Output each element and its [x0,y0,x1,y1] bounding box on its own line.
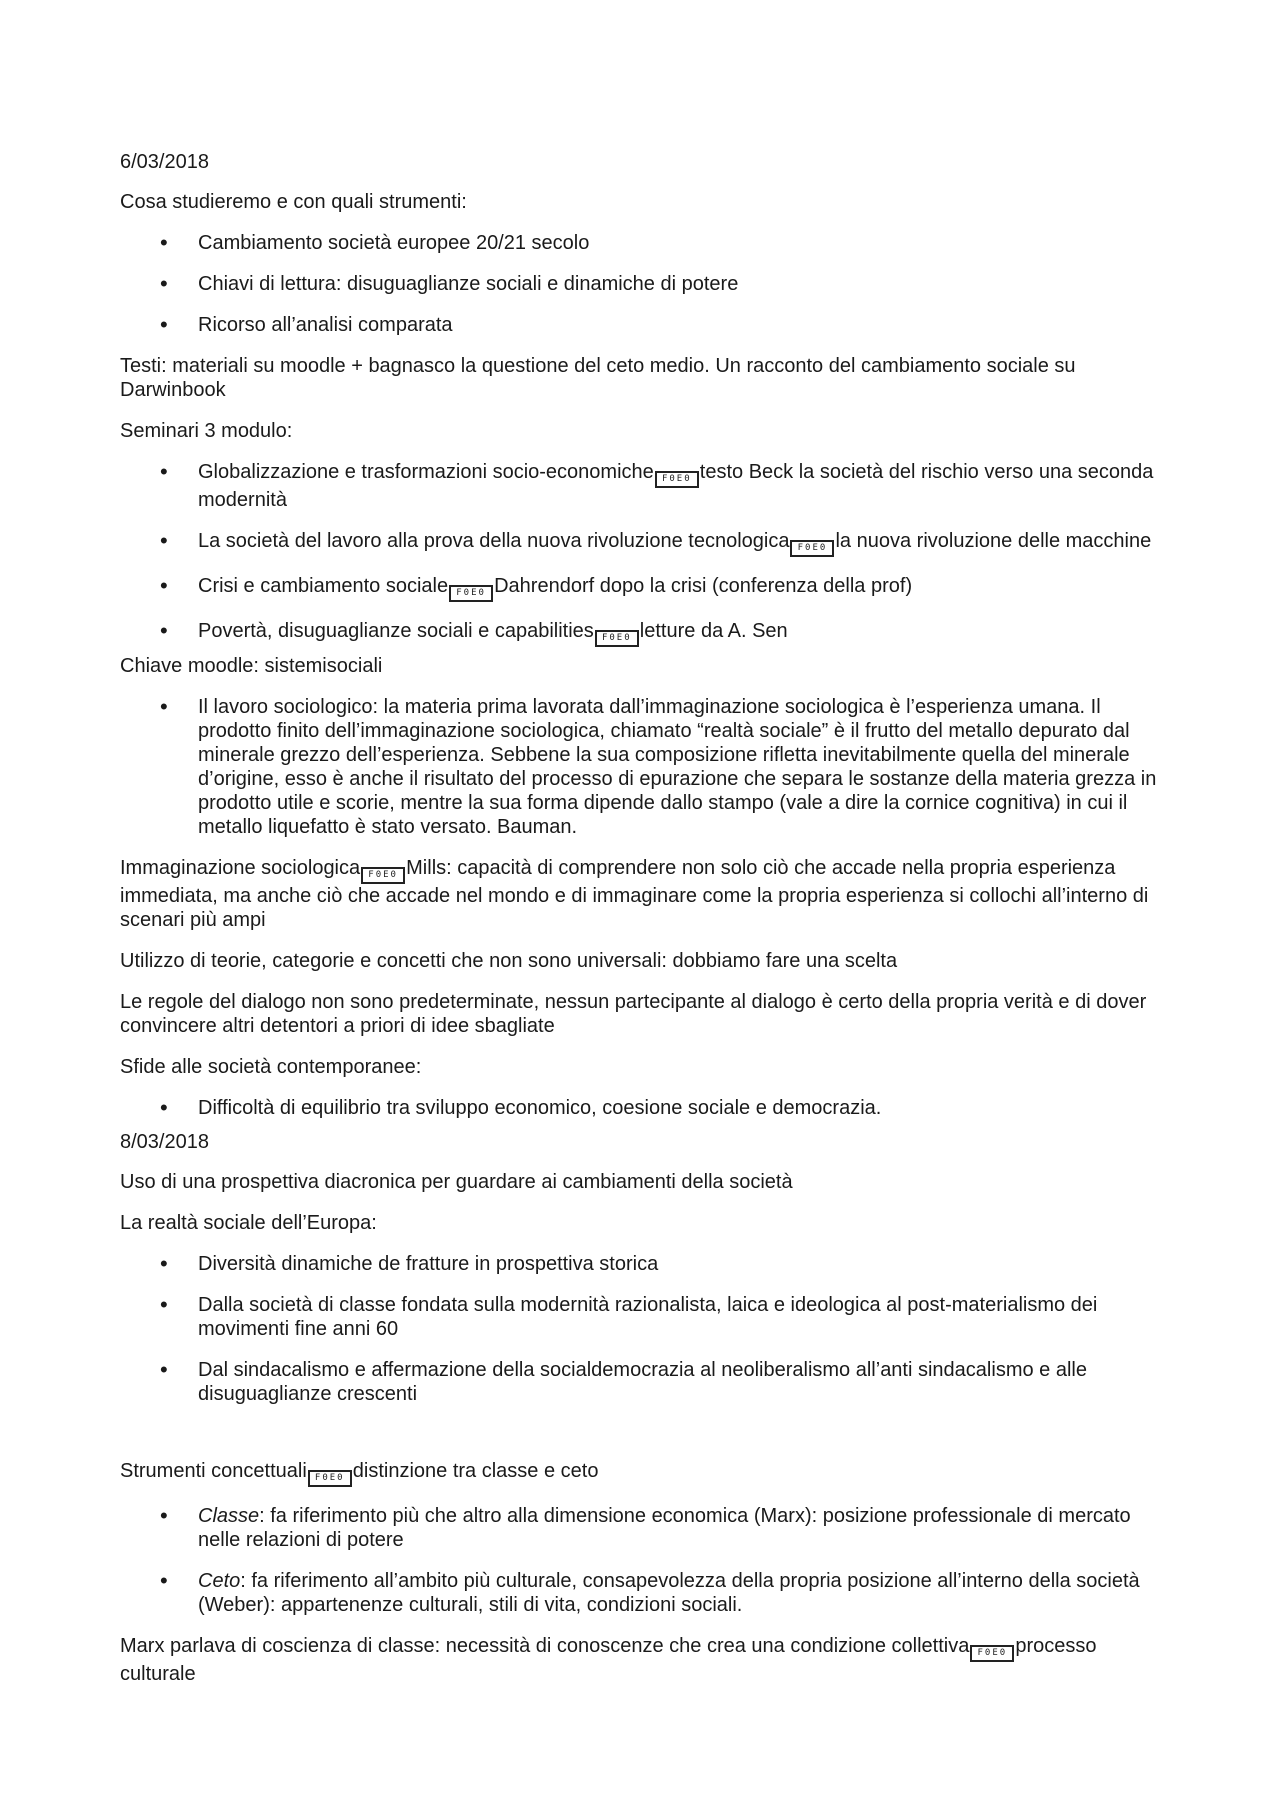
bullet-list-bauman [120,695,1160,839]
seminar-title: La società del lavoro alla prova della nuova rivoluzione tecnologica [198,530,790,552]
list-item-bauman-quote: • Il lavoro sociologico: la materia prima lavorata dall’immaginazione sociologica è l’esperienza umana. Il prodotto finito dell’immaginazione sociologica, chiamato “realtà sociale” è il frutto del metallo depurato dal minerale grezzo dell’esperienza. Sebbene la sua composizione rifletta inevitabilmente quella del minerale d’origine, esso è anche il risultato del processo di epurazione che separa le sostanze della materia grezza in prodotto utile e scorie, mentre la sua forma dipende dallo stampo (vale a dire la cornice cognitiva) in cui il metallo liquefatto è stato versato. Bauman. [120,695,1160,839]
mills-term: Immaginazione sociologica [120,857,361,879]
paragraph-diachronic: Uso di una prospettiva diacronica per guardare ai cambiamenti della società [120,1171,793,1193]
paragraph-intro: Cosa studieremo e con quali strumenti: [120,191,467,213]
missing-glyph-icon: F0E0 [655,471,699,488]
list-item-seminar-3 [120,574,1160,602]
list-item: • Dalla società di classe fondata sulla modernità razionalista, laica e ideologica al post-materialismo dei movimenti fine anni 60 [120,1293,1160,1341]
blank-line [120,1423,1160,1459]
paragraph-europe: La realtà sociale dell’Europa: [120,1212,377,1234]
ceto-definition: : fa riferimento all’ambito più culturale, consapevolezza della propria posizione all’interno della società (Weber): appartenenze culturali, stili di vita, condizioni sociali. [198,1570,1140,1616]
missing-glyph-icon: F0E0 [361,867,405,884]
seminar-detail: testo Beck la società del rischio verso una seconda modernità [198,461,1154,511]
list-item-seminar-4 [120,619,1160,647]
bullet-list-seminars [120,460,1160,647]
tools-text: distinzione tra classe e ceto [352,1460,599,1482]
paragraph-dialogue: Le regole del dialogo non sono predeterminate, nessun partecipante al dialogo è certo della propria verità e di dover convincere altri detentori a priori di idee sbagliate [120,991,1147,1037]
list-item-seminar-2 [120,529,1160,557]
bullet-list-topics [120,231,1160,337]
list-item: • Ricorso all’analisi comparata [120,313,1160,337]
seminar-title: Crisi e cambiamento sociale [198,575,449,597]
paragraph-mills [120,856,1160,932]
missing-glyph-icon: F0E0 [595,630,639,647]
missing-glyph-icon: F0E0 [308,1470,352,1487]
paragraph-texts: Testi: materiali su moodle + bagnasco la questione del ceto medio. Un racconto del cambiamento sociale su Darwinbook [120,355,1076,401]
missing-glyph-icon: F0E0 [449,585,493,602]
classe-definition: : fa riferimento più che altro alla dimensione economica (Marx): posizione professionale di mercato nelle relazioni di potere [198,1505,1131,1551]
list-item-ceto [120,1569,1160,1617]
date-heading-2: 8/03/2018 [120,1131,209,1153]
bullet-list-challenges [120,1096,1160,1120]
paragraph-challenges: Sfide alle società contemporanee: [120,1056,422,1078]
list-item: • Dal sindacalismo e affermazione della socialdemocrazia al neoliberalismo all’anti sindacalismo e alle disuguaglianze crescenti [120,1358,1160,1406]
list-item: • Diversità dinamiche de fratture in prospettiva storica [120,1252,1160,1276]
list-item-classe [120,1504,1160,1552]
seminar-title: Povertà, disuguaglianze sociali e capabilities [198,620,594,642]
paragraph-moodle-key: Chiave moodle: sistemisociali [120,655,383,677]
bullet-list-class-status [120,1504,1160,1617]
paragraph-tools [120,1459,1160,1487]
missing-glyph-icon: F0E0 [970,1645,1014,1662]
list-item: • Cambiamento società europee 20/21 secolo [120,231,1160,255]
missing-glyph-icon: F0E0 [790,540,834,557]
paragraph-theories: Utilizzo di teorie, categorie e concetti che non sono universali: dobbiamo fare una scelta [120,950,898,972]
seminar-title: Globalizzazione e trasformazioni socio-economiche [198,461,654,483]
seminar-detail: letture da A. Sen [639,620,788,642]
list-item-seminar-1 [120,460,1160,512]
paragraph-marx [120,1634,1160,1686]
seminar-detail: Dahrendorf dopo la crisi (conferenza della prof) [494,575,913,597]
tools-label: Strumenti concettuali [120,1460,307,1482]
bullet-list-europe [120,1252,1160,1406]
mills-definition: Mills: capacità di comprendere non solo ciò che accade nella propria esperienza immediata, ma anche ciò che accade nel mondo e di immaginare come la propria esperienza si collochi all’interno di scenari più ampi [120,857,1149,931]
paragraph-seminars-heading: Seminari 3 modulo: [120,420,293,442]
list-item: • Difficoltà di equilibrio tra sviluppo economico, coesione sociale e democrazia. [120,1096,1160,1120]
list-item: • Chiavi di lettura: disuguaglianze sociali e dinamiche di potere [120,272,1160,296]
term-ceto: Ceto [198,1570,241,1592]
marx-text: Marx parlava di coscienza di classe: necessità di conoscenze che crea una condizione collettiva [120,1635,970,1657]
term-classe: Classe [198,1505,260,1527]
seminar-detail: la nuova rivoluzione delle macchine [835,530,1152,552]
date-heading-1: 6/03/2018 [120,151,209,173]
marx-text-end: processo culturale [120,1635,1097,1685]
